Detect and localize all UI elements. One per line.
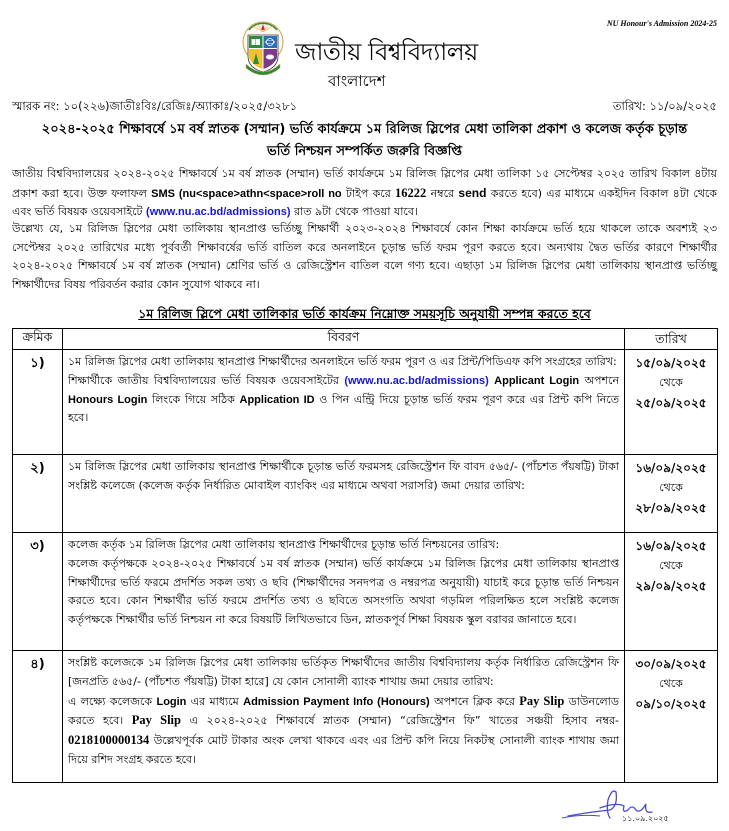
date-to: ২৯/০৯/২০২৫: [635, 579, 707, 593]
date-to: ২৫/০৯/২০২৫: [635, 396, 707, 410]
row-description: [63, 533, 625, 651]
description-heading: সংশ্লিষ্ট কলেজকে ১ম রিলিজ স্লিপের মেধা তালিকায় ভর্তিকৃত শিক্ষার্থীদের জাতীয় বিশ্ববিদ্যালয় কর্তৃক নির্ধারিত রেজিস্ট্রেশন ফি [জনপ্রতি ৫৬৫/- (পাঁচশত পঁয়ষট্টি) টাকা হারে] যে কোন সোনালী ব্যাংক শাখায় জমা দেয়ার তারিখ:: [68, 656, 619, 688]
notice-title-line-1: ২০২৪-২০২৫ শিক্ষাবর্ষে ১ম বর্ষ স্নাতক (সম্মান) ভর্তি কার্যক্রমে ১ম রিলিজ স্লিপের মেধা তালিকা প্রকাশ ও কলেজ কর্তৃক চূড়ান্ত: [41, 122, 688, 137]
row-serial: ৪): [13, 651, 63, 783]
paragraph-text: রাত ৯টা থেকে পাওয়া যাবে।: [290, 205, 418, 218]
table-row: [13, 651, 718, 783]
paragraph-text: জাতীয় বিশ্ববিদ্যালয়ের ২০২৪-২০২৫ শিক্ষাবর্ষে ১ম বর্ষ স্নাতক (সম্মান) ভর্তি কার্যক্রমে ১ম রিলিজ স্লিপের মেধা তালিকা ১৫ সেপ্টেম্বর ২০২৫ তারিখ বিকাল ৪টায় প্রকাশ করা হবে। উক্ত ফলাফল: [12, 167, 717, 200]
memo-reference: স্মারক নং: ১০(২২৬)জাতীঃবিঃ/রেজিঃ/অ্যাকাঃ/২০২৫/৩২৮১: [12, 99, 298, 113]
row-date-range: [625, 455, 718, 533]
table-header-row: [13, 329, 718, 350]
sms-format: SMS (nu<space>athn<space>roll no: [151, 187, 342, 200]
pay-slip-label: Pay Slip: [131, 713, 181, 728]
schedule-table: [12, 328, 718, 783]
description-heading: ১ম রিলিজ স্লিপের মেধা তালিকায় স্থানপ্রাপ্ত শিক্ষার্থীদের অনলাইনে ভর্তি ফরম পূরণ ও এর প্রিন্ট/পিডিএফ কপি সংগ্রহের তারিখ:: [68, 355, 617, 368]
admissions-website-link[interactable]: (www.nu.ac.bd/admissions): [344, 374, 489, 387]
paragraph-text: করতে হবে) এর মাধ্যমে একইদিন বিকাল ৪টা থেকে এবং ভর্তি বিষয়ক ওয়েবসাইটে: [12, 186, 717, 218]
table-row: [13, 455, 718, 533]
university-name: জাতীয় বিশ্ববিদ্যালয়: [295, 38, 478, 66]
description-text: এর মাধ্যমে: [186, 694, 244, 708]
description-body: [68, 692, 619, 770]
pay-slip-label: Pay Slip: [519, 693, 565, 708]
row-date-range: [625, 651, 718, 783]
column-header-date: তারিখ: [625, 329, 718, 350]
notice-paragraph-2: উল্লেখ্য যে, ১ম রিলিজ স্লিপের মেধা তালিকায় স্থানপ্রাপ্ত ভর্তিচ্ছু শিক্ষার্থী ২০২৩-২০২৪ শিক্ষাবর্ষে কোন শিক্ষা কার্যক্রমে ভর্তি হয়ে থাকলে তাকে অবশ্যই ২৩ সেপ্টেম্বর ২০২৫ তারিখের মধ্যে পূর্ববর্তী শিক্ষাবর্ষের ভর্তি বাতিল করে অনলাইনে চূড়ান্ত ভর্তি ফরম পূরণ করতে হবে। অন্যথায় দ্বৈত ভর্তির কারণে শিক্ষার্থীর ২০২৪-২০২৫ শিক্ষাবর্ষে ১ম বর্ষ স্নাতক (সম্মান) শ্রেণির ভর্তি ও রেজিস্ট্রেশন বাতিল বলে গণ্য হবে। এছাড়া ১ম রিলিজ স্লিপের মেধা তালিকায় স্থানপ্রাপ্ত ভর্তিচ্ছু শিক্ষার্থীদের বিষয় পরিবর্তন করার কোন সুযোগ থাকবে না।: [12, 222, 717, 291]
description-text: ও পিন এন্ট্রি দিয়ে চূড়ান্ত ভর্তি ফরম পূরণ করে এর প্রিন্ট কপি নিতে হবে।: [68, 392, 619, 425]
date-separator: থেকে: [659, 677, 683, 690]
row-description: ১ম রিলিজ স্লিপের মেধা তালিকায় স্থানপ্রাপ্ত শিক্ষার্থীকে চূড়ান্ত ভর্তি ফরমসহ রেজিস্ট্রেশন ফি বাবদ ৫৬৫/- (পাঁচশত পঁয়ষট্টি) টাকা সংশ্লিষ্ট কলেজে (কলেজ কর্তৃক নির্ধারিত মোবাইল ব্যাংকিং এর মাধ্যমে অথবা সরাসরি) জমা দেয়ার তারিখ:: [63, 455, 625, 533]
table-row: [13, 350, 718, 455]
description-text: এ লক্ষ্যে কলেজকে: [68, 694, 157, 708]
column-header-description: বিবরণ: [63, 329, 625, 350]
date-to: ০৯/১০/২০২৫: [635, 697, 707, 711]
login-label: Login: [156, 695, 187, 708]
description-heading: কলেজ কর্তৃক ১ম রিলিজ স্লিপের মেধা তালিকায় স্থানপ্রাপ্ত শিক্ষার্থীদের চূড়ান্ত ভর্তি নিশ্চয়নের তারিখ:: [68, 538, 500, 551]
paragraph-text: টাইপ করে: [341, 186, 396, 200]
admission-payment-info-label: Admission Payment Info (Honours): [243, 695, 430, 708]
memo-date: তারিখ: ১১/০৯/২০২৫: [612, 99, 717, 113]
national-university-crest-icon: [239, 20, 287, 80]
notice-paragraph-1: [12, 165, 717, 222]
description-body: [68, 372, 619, 428]
row-serial: ১): [13, 350, 63, 455]
admissions-website-link[interactable]: (www.nu.ac.bd/admissions): [146, 206, 291, 218]
row-description: [63, 350, 625, 455]
description-text: ডাউনলোড করতে হবে।: [68, 694, 619, 728]
date-from: ১৫/০৯/২০২৫: [635, 356, 707, 370]
column-header-serial: ক্রমিক: [13, 329, 63, 350]
row-serial: ৩): [13, 533, 63, 651]
date-from: ১৬/০৯/২০২৫: [635, 461, 707, 475]
description-text: এ ২০২৪-২০২৫ শিক্ষাবর্ষে স্নাতক (সম্মান) “রেজিস্ট্রেশন ফি” খাতের সঞ্চয়ী হিসাব নম্বর-: [180, 714, 619, 728]
description-text: উল্লেখপূর্বক মোট টাকার অংক লেখা থাকবে এবং এর প্রিন্ট কপি নিয়ে নিকটস্থ সোনালী ব্যাংক শাখায় জমা দিয়ে রশিদ সংগ্রহ করতে হবে।: [68, 734, 619, 766]
description-text: লিংকে গিয়ে সঠিক: [147, 392, 240, 406]
university-country: বাংলাদেশ: [328, 72, 386, 90]
date-separator: থেকে: [659, 559, 683, 572]
application-id-label: Application ID: [239, 393, 315, 406]
sms-send-keyword: send: [458, 185, 487, 200]
row-date-range: [625, 350, 718, 455]
sms-number: 16222: [395, 185, 427, 200]
notice-title: [10, 119, 719, 163]
row-serial: ২): [13, 455, 63, 533]
table-row: [13, 533, 718, 651]
schedule-heading: ১ম রিলিজ স্লিপে মেধা তালিকার ভর্তি কার্যক্রম নিম্নোক্ত সময়সূচি অনুযায়ী সম্পন্ন করতে হবে: [138, 306, 591, 321]
description-body: কলেজ কর্তৃপক্ষকে ২০২৪-২০২৫ শিক্ষাবর্ষে ১ম বর্ষ স্নাতক (সম্মান) ভর্তি কার্যক্রমে ১ম রিলিজ স্লিপের মেধা তালিকায় স্থানপ্রাপ্ত শিক্ষার্থীদের ভর্তি ফরমে প্রদর্শিত সকল তথ্য ও ছবি (শিক্ষার্থীদের সনদপত্র ও নম্বরপত্র অনুযায়ী) যাচাই করে চূড়ান্ত ভর্তি নিশ্চয়ন করতে হবে। কোন শিক্ষার্থীর ভর্তি ফরমে প্রদর্শিত তথ্য ও ছবিতে অসংগতি অথবা গড়মিল পরিলক্ষিত হলে সংশ্লিষ্ট কলেজ কর্তৃপক্ষকে শিক্ষার্থীর ভর্তি নিশ্চয়ন না করে বিষয়টি লিখিতভাবে ডিন, স্নাতকপূর্ব শিক্ষা বিষয়ক স্কুল বরাবর জানাতে হবে।: [68, 556, 619, 627]
date-separator: থেকে: [659, 376, 683, 389]
date-from: ৩০/০৯/২০২৫: [635, 657, 707, 671]
savings-account-number: 0218100000134: [68, 733, 150, 748]
date-to: ২৮/০৯/২০২৫: [635, 501, 707, 515]
signature-date: ১১.০৯.২০২৫: [622, 814, 669, 823]
description-text: শিক্ষার্থীকে জাতীয় বিশ্ববিদ্যালয়ের ভর্তি বিষয়ক ওয়েবসাইটের: [68, 373, 345, 387]
paragraph-text: নম্বরে: [426, 186, 459, 200]
date-separator: থেকে: [659, 481, 683, 494]
row-date-range: [625, 533, 718, 651]
row-description: [63, 651, 625, 783]
date-from: ১৬/০৯/২০২৫: [635, 539, 707, 553]
description-text: অপশনে: [579, 373, 620, 387]
honours-login-label: Honours Login: [68, 393, 148, 406]
notice-title-line-2: ভর্তি নিশ্চয়ন সম্পর্কিত জরুরি বিজ্ঞপ্তি: [267, 144, 462, 159]
applicant-login-label: Applicant Login: [494, 374, 580, 387]
document-header-tag: NU Honour's Admission 2024-25: [606, 19, 717, 28]
description-text: অপশনে ক্লিক করে: [429, 694, 520, 708]
